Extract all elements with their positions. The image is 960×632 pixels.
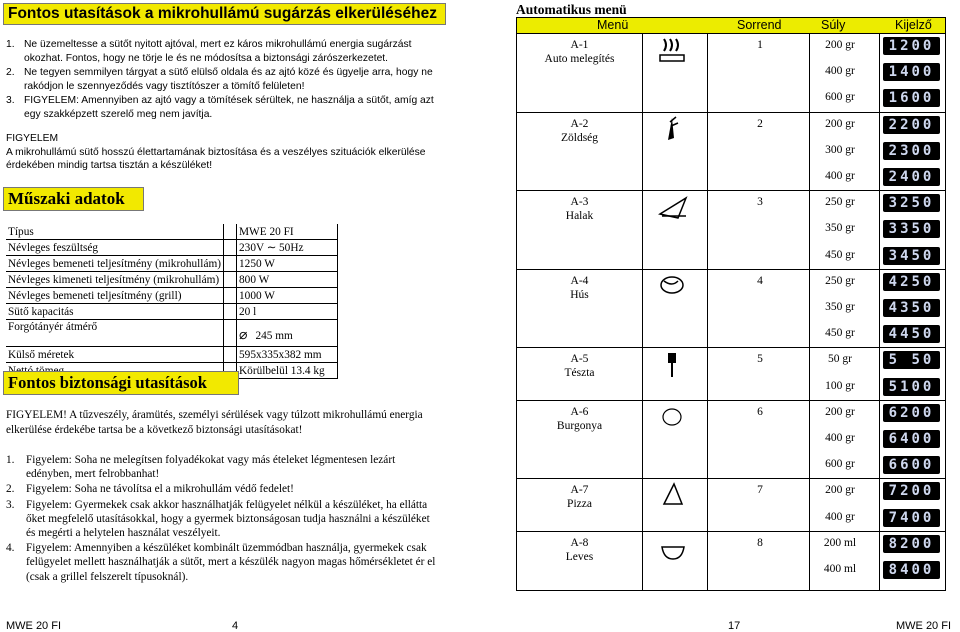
column-header-weight: Súly	[821, 18, 846, 32]
menu-code: A-1	[570, 39, 589, 51]
item-number: 3.	[6, 498, 15, 511]
display-readout: 6400	[883, 430, 940, 448]
potato-icon	[657, 402, 689, 432]
menu-name: Halak	[565, 210, 594, 223]
menu-order: 3	[757, 196, 763, 209]
display-readout: 6600	[883, 456, 940, 474]
heading-safety-instructions: Fontos biztonsági utasítások	[3, 371, 239, 395]
spec-value: 1000 W	[237, 288, 338, 304]
spec-value-cell	[237, 320, 338, 347]
auto-menu-table-header	[516, 17, 946, 34]
reheat-icon	[657, 35, 689, 65]
meat-icon	[657, 271, 689, 301]
footer-model: MWE 20 FI	[896, 620, 952, 632]
weight-value: 600 gr	[825, 91, 855, 104]
warning-title: FIGYELEM	[6, 133, 59, 144]
spec-label: Külső méretek	[6, 347, 224, 363]
weight-value: 600 gr	[825, 458, 855, 471]
item-text: Figyelem: Soha ne távolítsa el a mikrohullám védő fedelet!	[26, 483, 294, 496]
menu-order: 6	[757, 405, 763, 418]
menu-code: A-3	[570, 196, 589, 209]
display-readout: 1200	[883, 37, 940, 55]
group-divider	[517, 269, 945, 270]
fish-icon	[657, 192, 689, 222]
group-divider	[517, 478, 945, 479]
spec-value: 230V ∼ 50Hz	[237, 240, 338, 256]
display-readout: 3350	[883, 220, 940, 238]
display-readout: 6200	[883, 404, 940, 422]
page-number: 17	[728, 620, 741, 632]
heading-technical-data: Műszaki adatok	[3, 187, 144, 211]
display-readout: 4250	[883, 273, 940, 291]
weight-value: 200 ml	[823, 536, 857, 549]
weight-value: 200 gr	[825, 39, 855, 51]
spec-label: Névleges bemeneti teljesítmény (grill)	[6, 288, 224, 304]
item-number: 1.	[6, 39, 15, 50]
heading-microwave-safety: Fontos utasítások a mikrohullámú sugárzás elkerüléséhez	[3, 3, 446, 25]
diameter-icon: ⌀	[239, 328, 248, 343]
list-item	[6, 38, 438, 65]
menu-name: Pizza	[567, 498, 592, 511]
menu-order: 8	[757, 536, 763, 549]
column-header-menu: Menü	[597, 18, 629, 32]
spec-label: Sütő kapacitás	[6, 304, 224, 320]
menu-name: Auto melegítés	[544, 53, 615, 65]
menu-name: Leves	[565, 550, 594, 563]
soup-icon	[657, 533, 689, 563]
menu-code: A-7	[570, 484, 589, 497]
group-divider	[517, 400, 945, 401]
item-text: Figyelem: Amennyiben a készüléket kombinált üzemmódban használja, gyermekek csak felügyelet mellett használhatják a sütőt, mert a készülék nagyon magas hőmérsékletet ér el (csak a grillel felszerelt típusoknál).	[26, 542, 436, 583]
column-header-order: Sorrend	[737, 18, 782, 32]
display-readout: 7200	[883, 482, 940, 500]
spec-label: Névleges bemeneti teljesítmény (mikrohullám)	[6, 256, 224, 272]
vegetable-icon	[657, 114, 689, 144]
weight-value: 350 gr	[825, 300, 855, 313]
weight-value: 350 gr	[825, 222, 855, 235]
auto-menu-title: Automatikus menü	[516, 2, 627, 17]
display-readout: 3250	[883, 194, 940, 212]
display-readout: 3450	[883, 247, 940, 265]
column-divider	[707, 33, 708, 590]
display-readout: 2200	[883, 116, 940, 134]
weight-value: 50 gr	[828, 353, 852, 366]
table-row	[6, 224, 338, 240]
spec-value: 20 l	[237, 304, 338, 320]
weight-value: 200 gr	[825, 484, 855, 497]
item-text: Figyelem: Gyermekek csak akkor használhatják felügyelet nélkül a készüléket, ha ellátta őket megfelelő utasításokkal, hogy a gyermek biztonságosan tudja használni a készüléket és megérti a helytelen használat veszélyeit.	[26, 498, 430, 540]
weight-value: 450 gr	[825, 248, 855, 261]
menu-name: Tészta	[564, 367, 595, 380]
menu-code: A-4	[570, 274, 589, 287]
spec-value: 800 W	[237, 272, 338, 288]
weight-value: 400 gr	[825, 169, 855, 182]
display-readout: 1600	[883, 89, 940, 107]
column-header-display: Kijelző	[895, 18, 932, 32]
item-number: 3.	[6, 95, 15, 107]
table-row	[6, 272, 338, 288]
display-readout: 8400	[883, 561, 940, 579]
pizza-icon	[657, 480, 689, 510]
weight-value: 450 gr	[825, 327, 855, 340]
list-item	[6, 453, 438, 481]
footer-model: MWE 20 FI	[6, 620, 62, 632]
display-readout: 4350	[883, 299, 940, 317]
spec-value: MWE 20 FI	[237, 224, 338, 240]
table-row	[6, 320, 338, 347]
menu-code: A-2	[570, 117, 589, 130]
spec-value: 245 mm	[255, 330, 293, 342]
group-divider	[517, 112, 945, 113]
list-item	[6, 66, 438, 93]
item-number: 2.	[6, 67, 15, 79]
weight-value: 400 gr	[825, 431, 855, 444]
weight-value: 400 ml	[823, 562, 857, 575]
table-row	[6, 240, 338, 256]
list-item	[6, 482, 438, 496]
spec-value: 595x335x382 mm	[237, 347, 338, 363]
display-readout: 5100	[883, 378, 940, 396]
technical-data-table	[6, 224, 338, 379]
column-divider	[809, 33, 810, 590]
table-row	[6, 288, 338, 304]
list-item	[6, 541, 438, 584]
menu-name: Zöldség	[560, 131, 599, 144]
weight-value: 400 gr	[825, 65, 855, 78]
group-divider	[517, 347, 945, 348]
column-divider	[642, 33, 643, 590]
warning-text: FIGYELEM! A tűzveszély, áramütés, személyi sérülések vagy túlzott mikrohullámú energia elkerülése érdekébe tartsa be a következő biztonsági utasításokat!	[6, 409, 423, 436]
table-row	[6, 256, 338, 272]
menu-code: A-5	[570, 353, 589, 366]
safety-instruction-list	[6, 453, 438, 585]
display-readout: 7400	[883, 509, 940, 527]
menu-code: A-6	[570, 405, 589, 418]
item-text: Figyelem: Soha ne melegítsen folyadékokat vagy más ételeket légmentesen lezárt edényben, mert felrobbanhat!	[26, 454, 396, 481]
group-divider	[517, 531, 945, 532]
menu-order: 1	[757, 39, 763, 51]
display-readout: 1400	[883, 63, 940, 81]
weight-value: 200 gr	[825, 405, 855, 418]
item-number: 1.	[6, 454, 15, 466]
list-item	[6, 498, 438, 541]
page-number: 4	[232, 620, 239, 632]
spec-label: Névleges feszültség	[6, 240, 224, 256]
column-divider	[879, 33, 880, 590]
weight-value: 300 gr	[825, 143, 855, 156]
menu-order: 7	[757, 484, 763, 497]
weight-value: 100 gr	[825, 379, 855, 392]
item-text: Ne üzemeltesse a sütőt nyitott ajtóval, mert ez káros mikrohullámú energia sugárzást okozhat. Fontos, hogy ne törje le és ne módosítsa a biztonsági zárószerkezetet.	[24, 39, 412, 64]
weight-value: 200 gr	[825, 117, 855, 130]
group-divider	[517, 190, 945, 191]
weight-value: 250 gr	[825, 196, 855, 209]
item-text: Ne tegyen semmilyen tárgyat a sütő elülső oldala és az ajtó közé és ügyelje arra, hogy ne rakódjon le szennyeződés vagy tisztítószer a tömítő felületen!	[24, 67, 433, 92]
pasta-icon	[657, 349, 689, 379]
weight-value: 250 gr	[825, 274, 855, 287]
weight-value: 400 gr	[825, 510, 855, 523]
display-readout: 5 50	[883, 351, 940, 369]
menu-order: 2	[757, 117, 763, 130]
display-readout: 8200	[883, 535, 940, 553]
spec-value: Körülbelül 13.4 kg	[237, 363, 338, 379]
spec-label: Forgótányér átmérő	[6, 320, 224, 347]
spec-label: Típus	[6, 224, 224, 240]
menu-name: Hús	[570, 288, 589, 301]
menu-code: A-8	[570, 536, 589, 549]
item-text: FIGYELEM: Amennyiben az ajtó vagy a tömítések sérültek, ne használja a sütőt, amíg azt egy szakképzett szerelő meg nem javítja.	[24, 95, 434, 120]
display-readout: 2400	[883, 168, 940, 186]
table-row	[6, 347, 338, 363]
list-item	[6, 94, 438, 121]
item-number: 2.	[6, 483, 15, 496]
warning-block	[6, 132, 438, 173]
menu-name: Burgonya	[556, 419, 603, 432]
spec-label: Névleges kimeneti teljesítmény (mikrohullám)	[6, 272, 224, 288]
menu-order: 4	[757, 274, 763, 287]
warning-text: A mikrohullámú sütő hosszú élettartamának biztosítása és a veszélyes szituációk elkerülése érdekében mindig tartsa tisztán a készüléket!	[6, 146, 426, 172]
table-row	[6, 304, 338, 320]
menu-order: 5	[757, 353, 763, 366]
display-readout: 2300	[883, 142, 940, 160]
microwave-safety-list	[6, 38, 438, 123]
auto-menu-table	[516, 33, 946, 591]
display-readout: 4450	[883, 325, 940, 343]
item-number: 4.	[6, 542, 15, 555]
spec-value: 1250 W	[237, 256, 338, 272]
